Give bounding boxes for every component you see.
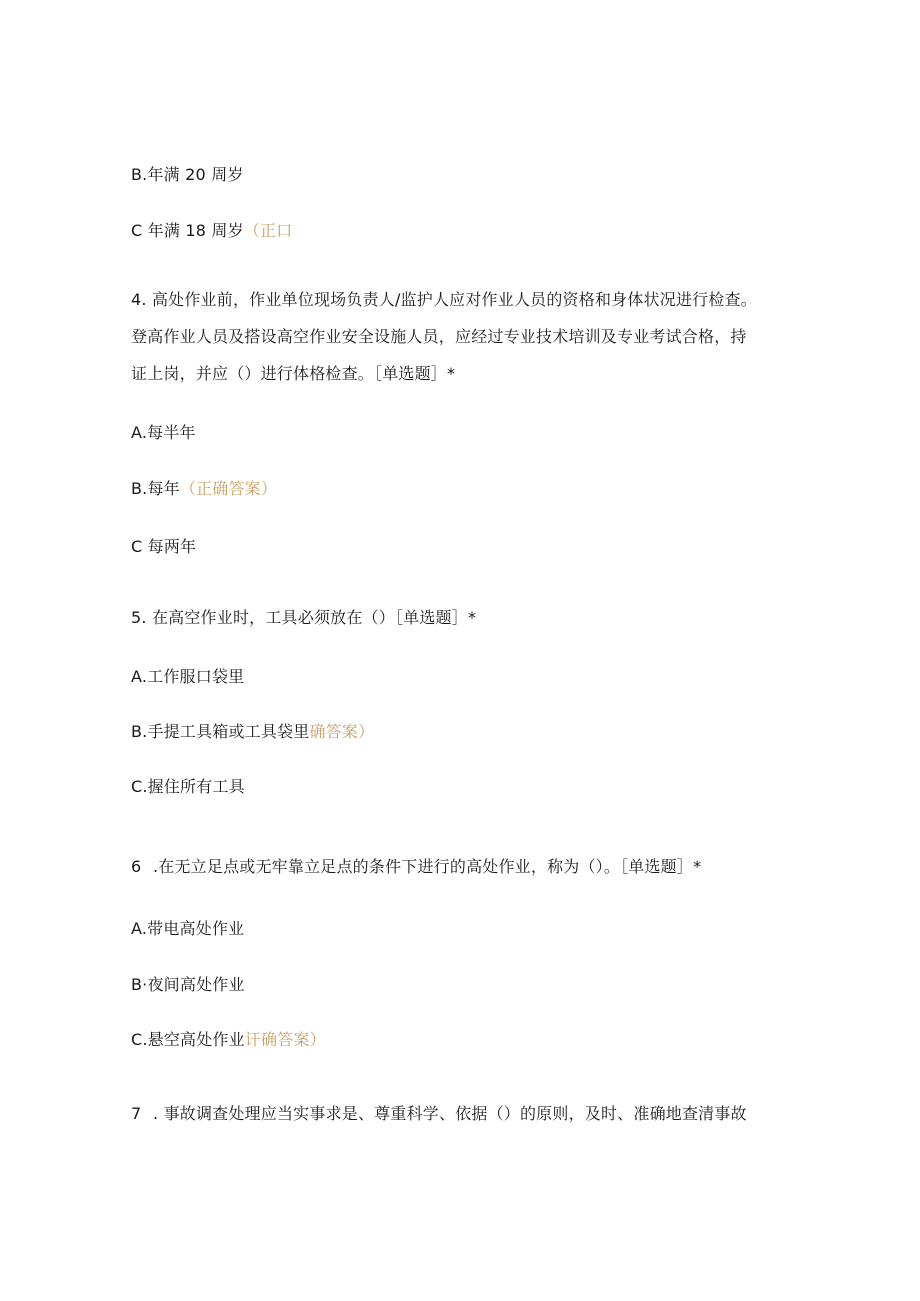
q4-stem-line-3: 证上岗，并应（）进行体格检查。［单选题］*	[131, 364, 456, 383]
q4-option-a: A.每半年	[131, 423, 196, 442]
q5-option-b: B.手提工具箱或工具袋里确答案）	[131, 722, 375, 741]
question-number: 6	[131, 857, 142, 876]
q4-option-b: B.每年（正确答案）	[131, 479, 278, 498]
question-number: 7	[131, 1104, 142, 1123]
q6-option-b: B·夜间高处作业	[131, 975, 245, 994]
q4-stem-line-2: 登高作业人员及搭设高空作业安全设施人员，应经过专业技术培训及专业考试合格，持	[131, 327, 747, 346]
correct-answer-marker: 确答案）	[309, 722, 375, 741]
q4-option-c: C 每两年	[131, 537, 197, 556]
q3-option-b: B.年满 20 周岁	[131, 165, 244, 184]
q6-option-c: C.悬空高处作业讦确答案）	[131, 1030, 326, 1049]
q5-stem: 5. 在高空作业时，工具必须放在（）［单选题］*	[131, 608, 477, 627]
q6-option-a: A.带电高处作业	[131, 919, 245, 938]
q3-option-c: C 年满 18 周岁（正口	[131, 221, 293, 240]
q7-stem: 7 . 事故调查处理应当实事求是、尊重科学、依据（）的原则，及时、准确地查清事故	[131, 1104, 747, 1123]
q4-stem-line-1: 4. 高处作业前，作业单位现场负责人/监护人应对作业人员的资格和身体状况进行检查。	[131, 290, 757, 309]
q5-option-a: A.工作服口袋里	[131, 667, 245, 686]
q6-stem: 6 .在无立足点或无牢靠立足点的条件下进行的高处作业，称为（）。［单选题］*	[131, 857, 702, 876]
correct-answer-marker: （正确答案）	[179, 479, 278, 498]
correct-answer-marker: （正口	[243, 221, 293, 240]
correct-answer-marker: 讦确答案）	[244, 1030, 326, 1049]
q5-option-c: C.握住所有工具	[131, 777, 245, 796]
